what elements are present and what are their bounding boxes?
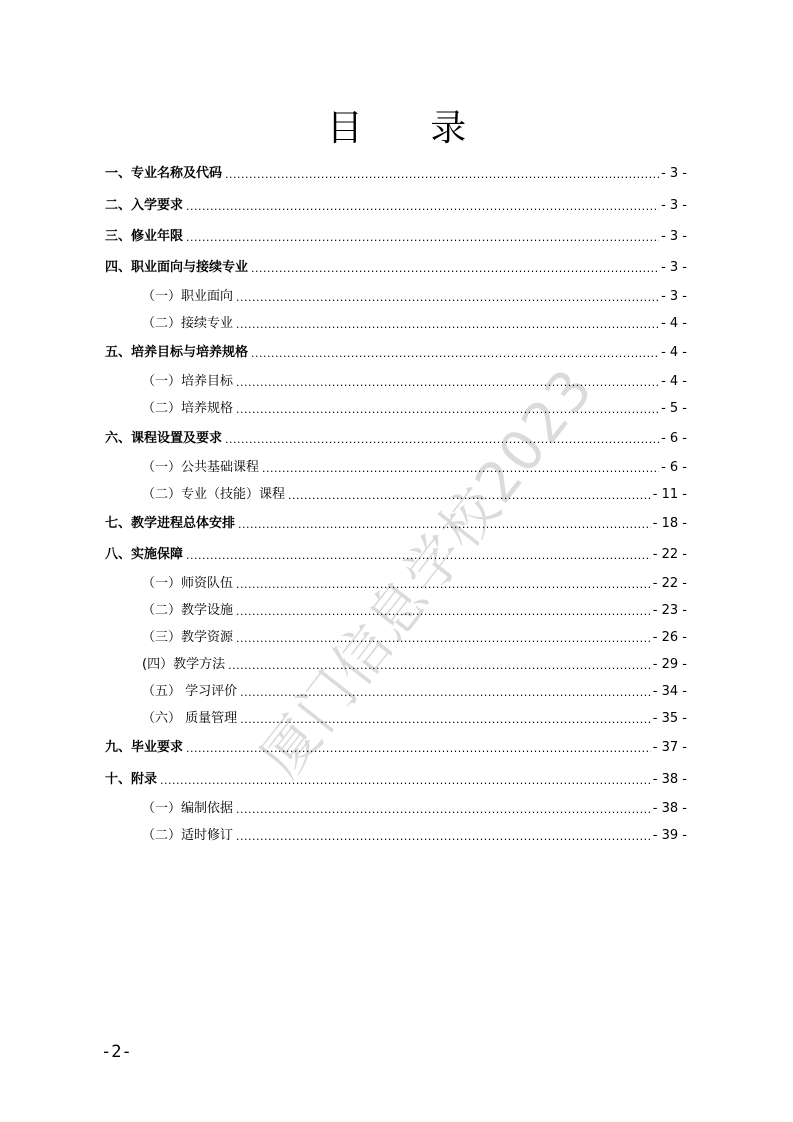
page-number-footer: -2- [101,1042,132,1062]
toc-entry-label: (四）教学方法 [142,657,226,672]
toc-leader-dots [236,828,651,846]
toc-leader-dots [225,431,659,449]
toc-leader-dots [236,630,651,648]
toc-entry-label: （二）专业（技能）课程 [142,487,286,502]
toc-leader-dots [228,657,651,675]
toc-entry-page: - 38 - [652,772,687,787]
toc-entry-label: （二）适时修订 [142,828,234,843]
toc-entry-label: （二）接续专业 [142,316,234,331]
toc-entry-page: - 4 - [661,374,687,389]
toc-entry-label: （二）培养规格 [142,401,234,416]
toc-entry[interactable] [105,258,687,278]
toc-entry-label: （六） 质量管理 [142,711,238,726]
toc-entry[interactable] [105,574,687,594]
toc-entry[interactable] [105,601,687,621]
toc-entry-page: - 37 - [652,740,687,755]
toc-entry-page: - 11 - [652,487,687,502]
toc-entry[interactable] [105,399,687,419]
toc-leader-dots [236,316,659,334]
toc-leader-dots [236,401,659,419]
toc-leader-dots [251,260,659,278]
toc-leader-dots [240,711,651,729]
toc-entry[interactable] [105,655,687,675]
toc-entry-page: - 4 - [661,345,687,360]
toc-entry-label: （二）教学设施 [142,603,234,618]
toc-entry[interactable] [105,709,687,729]
toc-entry-label: （五） 学习评价 [142,684,238,699]
toc-entry[interactable] [105,372,687,392]
toc-entry[interactable] [105,458,687,478]
toc-entry[interactable] [105,429,687,449]
toc-leader-dots [251,345,659,363]
toc-entry-page: - 22 - [652,547,687,562]
toc-entry-page: - 3 - [661,229,687,244]
toc-entry[interactable] [105,485,687,505]
toc-entry-page: - 23 - [652,603,687,618]
toc-entry-label: 三、修业年限 [105,229,184,244]
toc-entry-label: 八、实施保障 [105,547,184,562]
toc-entry-page: - 3 - [661,289,687,304]
toc-leader-dots [262,460,659,478]
toc-entry-label: （三）教学资源 [142,630,234,645]
toc-entry-label: （一）职业面向 [142,289,234,304]
toc-entry[interactable] [105,164,687,184]
toc-entry[interactable] [105,196,687,216]
toc-entry[interactable] [105,770,687,790]
toc-leader-dots [240,684,651,702]
toc-entry-page: - 3 - [661,166,687,181]
toc-leader-dots [186,547,651,565]
toc-entry-page: - 6 - [661,431,687,446]
page-title: 目 录 [326,108,495,149]
toc-entry[interactable] [105,343,687,363]
watermark: 厦门信息学校2023 [248,356,607,790]
toc-leader-dots [288,487,651,505]
toc-leader-dots [160,772,651,790]
toc-entry[interactable] [105,227,687,247]
toc-entry-label: （一）师资队伍 [142,576,234,591]
toc-entry-label: 六、课程设置及要求 [105,431,223,446]
toc-leader-dots [225,166,659,184]
toc-entry-page: - 3 - [661,260,687,275]
toc-entry-label: 九、毕业要求 [105,740,184,755]
toc-entry-page: - 22 - [652,576,687,591]
toc-entry-label: （一）培养目标 [142,374,234,389]
toc-entry-label: 二、入学要求 [105,198,184,213]
toc-entry-page: - 35 - [652,711,687,726]
toc-entry-page: - 18 - [652,516,687,531]
toc-entry[interactable] [105,287,687,307]
toc-entry-label: 四、职业面向与接续专业 [105,260,249,275]
toc-entry-label: （一）编制依据 [142,801,234,816]
toc-entry-page: - 6 - [661,460,687,475]
toc-entry[interactable] [105,514,687,534]
toc-entry-label: 五、培养目标与培养规格 [105,345,249,360]
toc-leader-dots [186,229,659,247]
toc-leader-dots [238,516,651,534]
toc-entry[interactable] [105,545,687,565]
toc-leader-dots [236,289,659,307]
toc-leader-dots [236,801,651,819]
toc-entry-page: - 29 - [652,657,687,672]
toc-entry-label: （一）公共基础课程 [142,460,260,475]
toc-entry[interactable] [105,799,687,819]
toc-entry[interactable] [105,826,687,846]
toc-entry-page: - 26 - [652,630,687,645]
toc-leader-dots [236,603,651,621]
toc-leader-dots [186,740,651,758]
toc-entry[interactable] [105,682,687,702]
toc-leader-dots [236,576,651,594]
toc-entry-label: 七、教学进程总体安排 [105,516,236,531]
toc-entry-page: - 4 - [661,316,687,331]
toc-entry-label: 一、专业名称及代码 [105,166,223,181]
toc-entry-page: - 38 - [652,801,687,816]
toc-entry-label: 十、附录 [105,772,158,787]
toc-entry[interactable] [105,314,687,334]
toc-leader-dots [186,198,659,216]
toc-leader-dots [236,374,659,392]
toc-entry-page: - 39 - [652,828,687,843]
toc-entry-page: - 5 - [661,401,687,416]
toc-entry[interactable] [105,628,687,648]
toc-entry[interactable] [105,738,687,758]
toc-entry-page: - 34 - [652,684,687,699]
toc-entry-page: - 3 - [661,198,687,213]
